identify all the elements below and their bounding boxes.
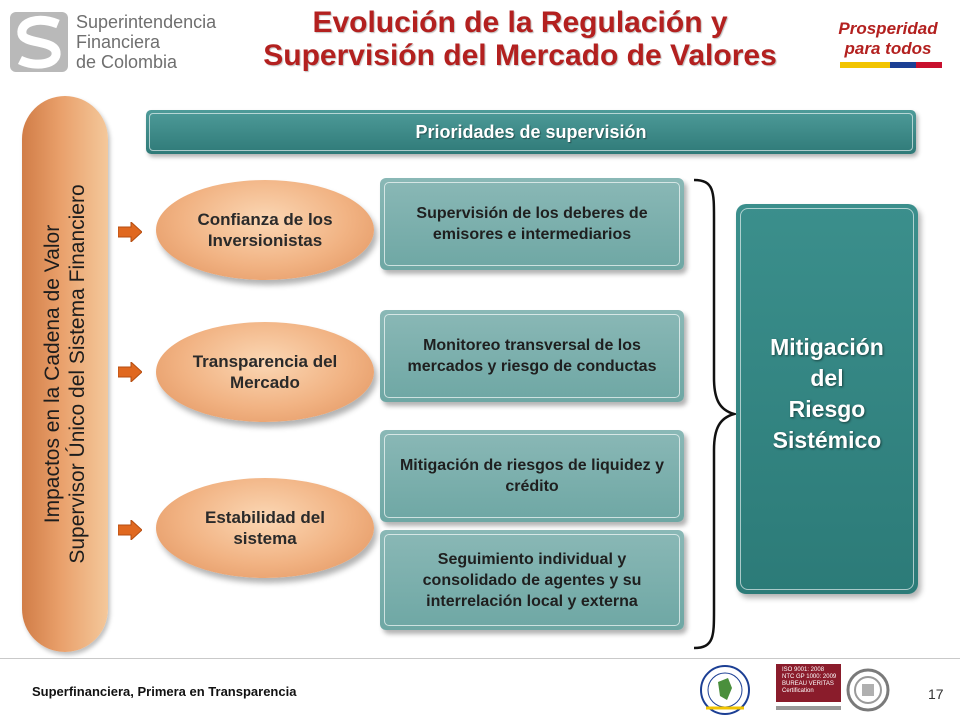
priority-label: Seguimiento individual y consolidado de agentes y su interrelación local y externa: [422, 550, 642, 610]
iso-text-2: NTC GP 1000: 2009: [782, 674, 837, 680]
superfinanciera-s-icon: [8, 10, 70, 74]
logo-text: [76, 12, 216, 72]
iso-text-4: Certification: [782, 688, 814, 694]
right-brace-icon: [690, 178, 736, 650]
impact-label: Confianza de los Inversionistas: [197, 210, 333, 250]
prosperidad-logo: [826, 14, 950, 80]
logo-line-1: Superintendencia: [76, 12, 217, 32]
systemic-risk-line-3: Riesgo: [788, 396, 866, 422]
page-number: 17: [928, 686, 944, 702]
prosperidad-line-2: para todos: [844, 39, 932, 58]
gestion-calidad-seal-icon: [694, 664, 756, 716]
priority-box-inner: [384, 182, 680, 266]
priority-box-inner: [384, 434, 680, 518]
arrow-right-icon: [118, 520, 142, 540]
priority-label: Monitoreo transversal de los mercados y riesgo de conductas: [407, 337, 657, 375]
iso-text-1: ISO 9001: 2008: [782, 667, 825, 673]
logo-line-3: de Colombia: [76, 52, 178, 72]
systemic-risk-line-4: Sistémico: [772, 427, 882, 453]
prosperidad-line-1: Prosperidad: [838, 19, 938, 38]
priorities-header-bar: [146, 110, 916, 154]
priority-box-monitoreo: [380, 310, 684, 402]
impact-oval-estabilidad: [156, 478, 374, 578]
priority-box-emisores: [380, 178, 684, 270]
priority-box-inner: [384, 534, 680, 626]
flag-yellow-stripe: [840, 62, 890, 68]
value-chain-line-1: Impactos en la Cadena de Valor: [41, 224, 64, 524]
logo-line-2: Financiera: [76, 32, 161, 52]
iso-badge-rule: [776, 706, 841, 710]
arrow-right-icon: [118, 362, 142, 382]
systemic-risk-box: [736, 204, 918, 594]
systemic-risk-line-1: Mitigación: [770, 334, 884, 360]
title-line-2: Supervisión del Mercado de Valores: [263, 39, 777, 72]
priority-label: Supervisión de los deberes de emisores e intermediarios: [416, 205, 648, 243]
value-chain-text: [40, 104, 90, 644]
impact-oval-transparencia: [156, 322, 374, 422]
flag-red-stripe: [916, 62, 942, 68]
footer-slogan: Superfinanciera, Primera en Transparencia: [32, 684, 297, 699]
arrow-right-icon: [118, 222, 142, 242]
impact-label: Estabilidad del sistema: [205, 508, 325, 548]
value-chain-line-2: Supervisor Único del Sistema Financiero: [66, 184, 89, 564]
bureau-veritas-iso-badge: [776, 664, 838, 716]
superfinanciera-logo: [8, 8, 217, 78]
impact-label: Transparencia del Mercado: [192, 352, 338, 392]
systemic-risk-line-2: del: [810, 365, 844, 391]
impact-oval-confianza: [156, 180, 374, 280]
priority-label: Mitigación de riesgos de liquidez y crédito: [399, 457, 665, 495]
page-title: [240, 6, 800, 72]
priority-box-inner: [384, 314, 680, 398]
title-line-1: Evolución de la Regulación y: [312, 6, 728, 39]
bureau-veritas-seal-icon: [846, 664, 890, 716]
systemic-risk-text: [736, 332, 918, 456]
flag-blue-stripe: [890, 62, 916, 68]
priorities-header-text: Prioridades de supervisión: [415, 121, 647, 142]
footer-divider: [0, 658, 960, 659]
priority-box-seguimiento: [380, 530, 684, 630]
iso-text-3: BUREAU VERITAS: [782, 681, 834, 687]
iso-badge-panel: [776, 664, 841, 702]
value-chain-pill: [22, 96, 108, 652]
priority-box-liquidez: [380, 430, 684, 522]
